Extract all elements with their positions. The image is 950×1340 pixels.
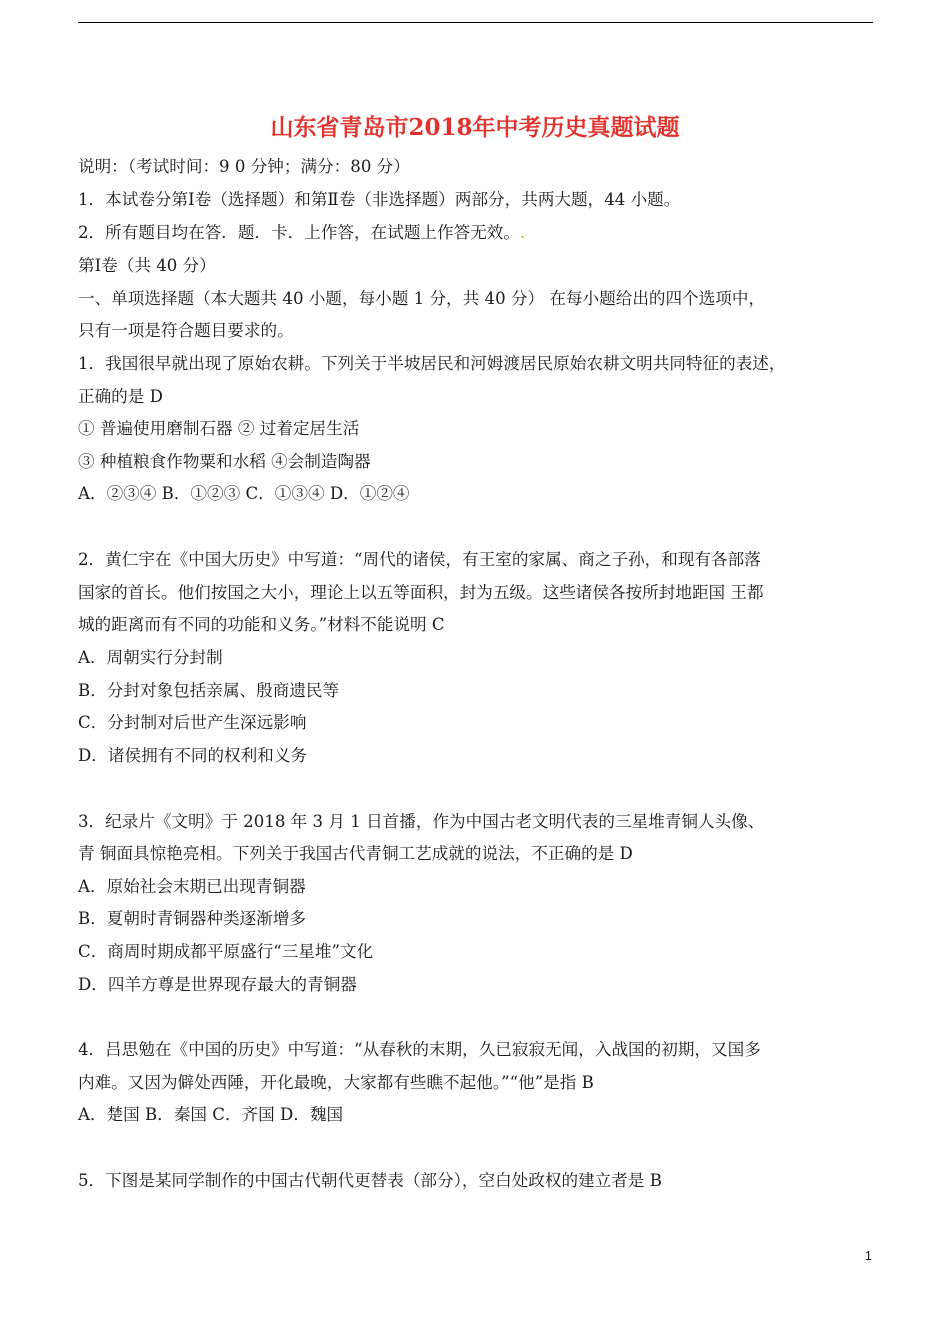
question-2-line-2: 国家的首长。他们按国之大小，理论上以五等面积，封为五级。这些诸侯各按所封地距国 王都: [78, 583, 764, 602]
document-title: 山东省青岛市2018年中考历史真题试题: [270, 114, 680, 141]
question-2-line-1: 2．黄仁宇在《中国大历史》中写道：“周代的诸侯，有王室的家属、商之子孙，和现有各部落: [78, 550, 761, 569]
question-1-line-4: ③ 种植粮食作物粟和水稻 ④会制造陶器: [78, 452, 371, 471]
question-1-options: A．②③④ B．①②③ C．①③④ D．①②④: [78, 484, 410, 503]
instruction-item-2-text: 2．所有题目均在答．题．卡．上作答，在试题上作答无效。: [78, 223, 520, 242]
question-1-line-1: 1．我国很早就出现了原始农耕。下列关于半坡居民和河姆渡居民原始农耕文明共同特征的表述，: [78, 354, 786, 373]
question-3-option-d: D．四羊方尊是世界现存最大的青铜器: [78, 975, 357, 994]
question-4-options: A．楚国 B．秦国 C．齐国 D．魏国: [78, 1105, 344, 1124]
instructions-heading: 说明：（考试时间：9 0 分钟；满分：80 分）: [78, 157, 410, 176]
question-3-option-a: A．原始社会末期已出现青铜器: [78, 877, 306, 896]
question-2-option-c: C．分封制对后世产生深远影响: [78, 713, 307, 732]
question-4-line-2: 内难。又因为僻处西陲，开化最晚，大家都有些瞧不起他。”“他”是指 B: [78, 1073, 594, 1092]
question-3-line-2: 青 铜面具惊艳亮相。下列关于我国古代青铜工艺成就的说法，不正确的是 D: [78, 844, 633, 863]
stray-mark: .: [520, 223, 526, 242]
header-rule: [78, 22, 873, 23]
part-instruction-line-1: 一、单项选择题（本大题共 40 小题，每小题 1 分，共 40 分） 在每小题给出的四个选项中，: [78, 289, 766, 308]
question-2-option-d: D．诸侯拥有不同的权利和义务: [78, 746, 308, 765]
instruction-item-1: 1．本试卷分第Ⅰ卷（选择题）和第Ⅱ卷（非选择题）两部分，共两大题，44 小题。: [78, 190, 681, 209]
question-3-line-1: 3．纪录片《文明》于 2018 年 3 月 1 日首播，作为中国古老文明代表的三星堆青铜人头像、: [78, 812, 765, 831]
question-3-option-b: B．夏朝时青铜器种类逐渐增多: [78, 909, 306, 928]
question-1-line-3: ① 普遍使用磨制石器 ② 过着定居生活: [78, 419, 360, 438]
section-heading: 第Ⅰ卷（共 40 分）: [78, 256, 216, 275]
question-2-option-b: B．分封对象包括亲属、殷商遗民等: [78, 681, 340, 700]
part-instruction-line-2: 只有一项是符合题目要求的。: [78, 321, 294, 340]
instruction-item-2: [78, 222, 525, 244]
question-1-line-2: 正确的是 D: [78, 387, 163, 406]
question-3-option-c: C．商周时期成都平原盛行“三星堆”文化: [78, 942, 374, 961]
question-5-line-1: 5．下图是某同学制作的中国古代朝代更替表（部分），空白处政权的建立者是 B: [78, 1171, 662, 1190]
question-2-line-3: 城的距离而有不同的功能和义务。”材料不能说明 C: [78, 615, 445, 634]
page-number: 1: [864, 1248, 872, 1263]
question-2-option-a: A．周朝实行分封制: [78, 648, 223, 667]
question-4-line-1: 4．吕思勉在《中国的历史》中写道：“从春秋的末期，久已寂寂无闻，入战国的初期，又国多: [78, 1040, 761, 1059]
